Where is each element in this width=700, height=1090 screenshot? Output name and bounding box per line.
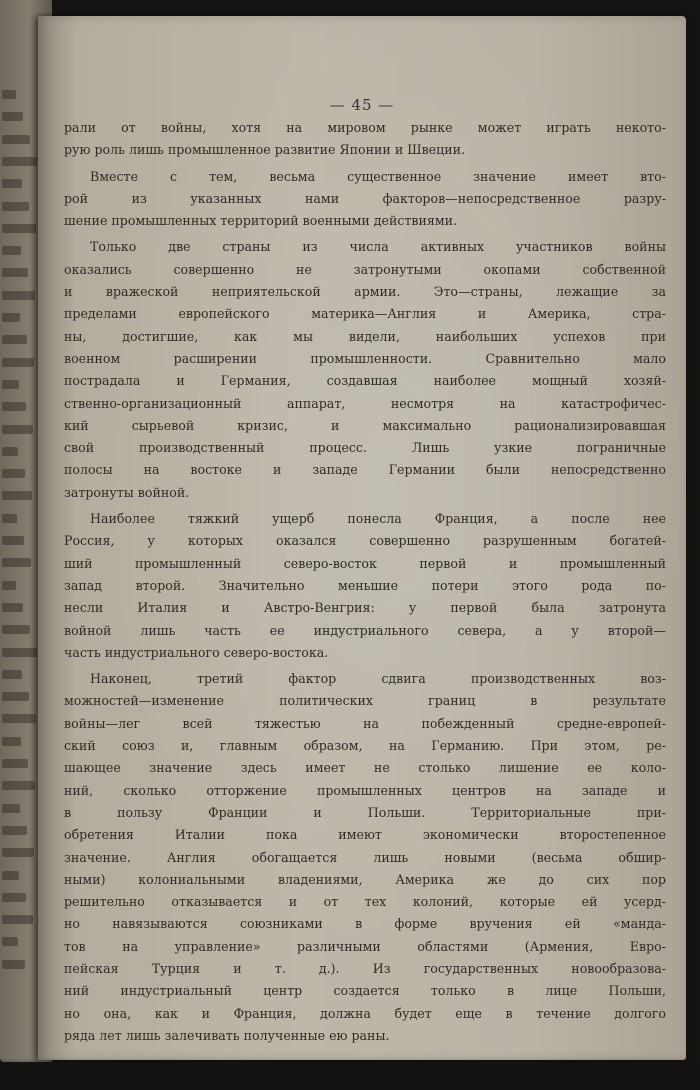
previous-page-text-mark (2, 202, 29, 211)
previous-page-text-mark (2, 581, 16, 590)
paragraph (64, 166, 666, 233)
paragraph (64, 668, 666, 1047)
text-line: значение. Англия обогащается лишь новыми (весьма обшир- (64, 849, 666, 865)
previous-page-text-mark (2, 224, 36, 233)
previous-page-text-mark (2, 246, 21, 255)
previous-page-text-mark (2, 335, 27, 344)
text-line: и вражеской неприятельской армии. Это—страны, лежащие за (64, 284, 666, 300)
previous-page-text-mark (2, 90, 16, 99)
previous-page-text-mark (2, 692, 29, 701)
text-line: решительно отказывается и от тех колоний, которые ей усерд- (64, 894, 666, 910)
book-page (38, 16, 686, 1060)
text-line: шение промышленных территорий военными действиями. (64, 213, 458, 229)
previous-page-text-mark (2, 536, 24, 545)
previous-page-text-mark (2, 179, 22, 188)
text-line: но навязываются союзниками в форме вручения ей «манда- (64, 916, 666, 932)
text-line: рали от войны, хотя на мировом рынке может играть некото- (64, 120, 666, 135)
previous-page-text-mark (2, 268, 28, 277)
previous-page-text-mark (2, 313, 20, 322)
text-line: ными) колониальными владениями, Америка же до сих пор (64, 871, 666, 887)
text-line: войной лишь часть ее индустриального севера, а у второй— (64, 622, 666, 638)
text-line: войны—лег всей тяжестью на побежденный средне-европей- (64, 715, 666, 731)
previous-page-text-mark (2, 893, 26, 902)
previous-page-text-mark (2, 291, 35, 300)
previous-page-text-mark (2, 558, 31, 567)
page-text (64, 117, 666, 1047)
bottom-shadow (0, 1058, 700, 1090)
previous-page-text-mark (2, 491, 32, 500)
previous-page-text-mark (2, 469, 25, 478)
previous-page-text-mark (2, 112, 23, 121)
text-line: Вместе с тем, весьма существенное значение имеет вто- (90, 168, 666, 184)
page-number: — 45 — (329, 96, 395, 114)
text-line: рую роль лишь промышленное развитие Японии и Швеции. (64, 142, 466, 158)
text-line: ственно-организационный аппарат, несмотря на катастрофичес- (64, 395, 666, 411)
paragraph (64, 117, 666, 162)
text-line: оказались совершенно не затронутыми окопами собственной (64, 261, 666, 277)
previous-page-text-mark (2, 670, 22, 679)
previous-page-text-mark (2, 135, 30, 144)
text-line: тов на управление» различными областями (Армения, Евро- (64, 938, 666, 954)
text-line: шающее значение здесь имеет не столько лишение ее коло- (64, 760, 666, 776)
text-line: пределами европейского материка—Англия и Америка, стра- (64, 306, 666, 322)
previous-page-text-mark (2, 960, 25, 969)
text-line: ряда лет лишь залечивать полученные ею раны. (64, 1027, 390, 1043)
previous-page-text-mark (2, 714, 36, 723)
previous-page-text-mark (2, 781, 35, 790)
previous-page-text-mark (2, 915, 33, 924)
previous-page-text-mark (2, 848, 34, 857)
previous-page-text-mark (2, 625, 30, 634)
text-line: пострадала и Германия, создавшая наиболее мощный хозяй- (64, 373, 666, 389)
text-line: военном расширении промышленности. Сравнительно мало (64, 350, 666, 366)
text-line: ний, сколько отторжение промышленных центров на западе и (64, 782, 666, 798)
text-line: несли Италия и Австро-Венгрия: у первой была затронута (64, 600, 666, 616)
text-line: можностей—изменение политических границ в результате (64, 693, 666, 709)
text-line: рой из указанных нами факторов—непосредственное разру- (64, 190, 666, 206)
previous-page-text-mark (2, 425, 33, 434)
previous-page-text-mark (2, 759, 28, 768)
previous-page-text-mark (2, 804, 20, 813)
text-line: но она, как и Франция, должна будет еще в течение долгого (64, 1005, 666, 1021)
previous-page-text-mark (2, 514, 17, 523)
text-line: ний индустриальный центр создается только в лице Польши, (64, 983, 666, 999)
previous-page-text-mark (2, 648, 37, 657)
text-line: затронуты войной. (64, 484, 190, 500)
text-line: в пользу Франции и Польши. Территориальные при- (64, 804, 666, 820)
paragraph (64, 236, 666, 504)
text-line: Наконец, третий фактор сдвига производственных воз- (90, 671, 666, 687)
text-line: Только две страны из числа активных участников войны (90, 239, 666, 255)
text-line: ший промышленный северо-восток первой и промышленный (64, 555, 666, 571)
previous-page-text-mark (2, 871, 19, 880)
text-line: кий сырьевой кризис, и максимально рационализировавшая (64, 417, 666, 433)
previous-page-text-mark (2, 157, 37, 166)
text-line: обретения Италии пока имеют экономически второстепенное (64, 827, 666, 843)
text-line: свой производственный процесс. Лишь узкие пограничные (64, 440, 666, 456)
text-line: полосы на востоке и западе Германии были непосредственно (64, 462, 666, 478)
previous-page-text-mark (2, 358, 34, 367)
previous-page-text-mark (2, 937, 18, 946)
previous-page-text-mark (2, 380, 19, 389)
previous-page-text-mark (2, 826, 27, 835)
text-line: пейская Турция и т. д.). Из государственных новообразова- (64, 960, 666, 976)
previous-page-text-mark (2, 402, 26, 411)
previous-page-text-mark (2, 603, 23, 612)
text-line: Россия, у которых оказался совершенно разрушенным богатей- (64, 533, 666, 549)
text-line: запад второй. Значительно меньшие потери этого рода по- (64, 577, 666, 593)
previous-page-text-mark (2, 447, 18, 456)
text-line: ский союз и, главным образом, на Германию. При этом, ре- (64, 738, 666, 754)
text-line: ны, достигшие, как мы видели, наибольших успехов при (64, 328, 666, 344)
text-line: Наиболее тяжкий ущерб понесла Франция, а после нее (90, 511, 666, 527)
paragraph (64, 508, 666, 664)
previous-page-text-mark (2, 737, 21, 746)
text-line: часть индустриального северо-востока. (64, 644, 329, 660)
